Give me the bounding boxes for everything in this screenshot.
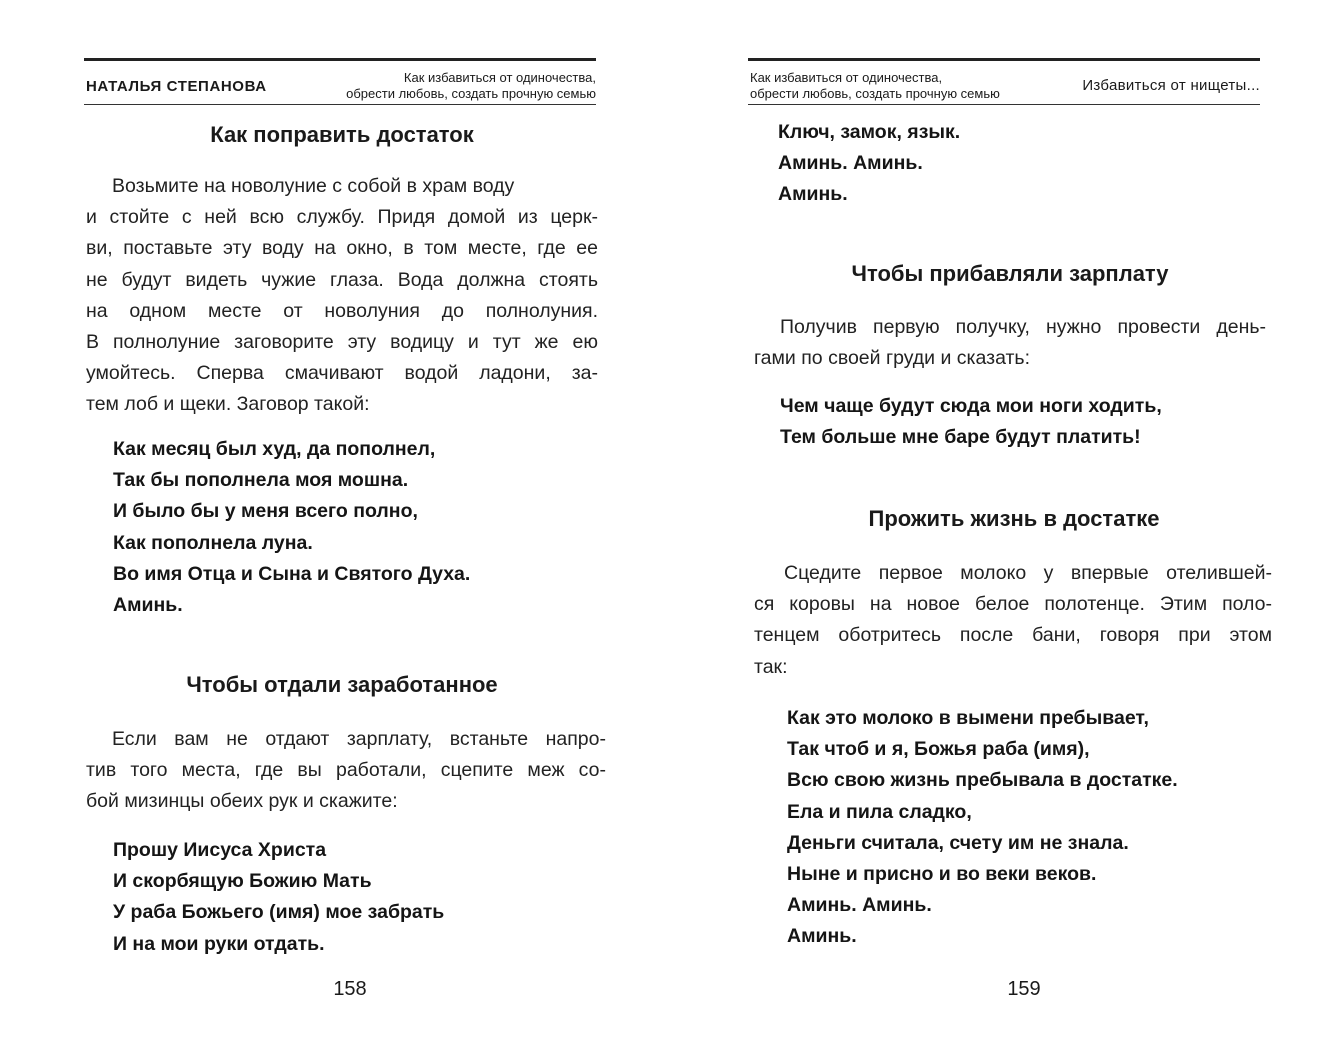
header-rule-top	[84, 58, 596, 61]
verse-line: Аминь. Аминь.	[778, 152, 923, 175]
verse-line: И на мои руки отдать.	[113, 932, 325, 955]
paragraph	[754, 312, 1266, 374]
paragraph-line: так:	[754, 655, 788, 678]
paragraph-line: умойтесь. Сперва смачивают водой ладони, за-	[86, 362, 598, 385]
verse-line: Всю свою жизнь пребывала в достатке.	[787, 769, 1178, 792]
paragraph-line: бой мизинцы обеих рук и скажите:	[86, 790, 398, 813]
header-rule-top	[748, 58, 1260, 61]
verse-line: Аминь. Аминь.	[787, 894, 932, 917]
verse-line: Как это молоко в вымени пребывает,	[787, 707, 1149, 729]
header-rule-bottom	[748, 104, 1260, 105]
section-title: Как поправить достаток	[210, 122, 474, 147]
running-header-book-title-line1: Как избавиться от одиночества,	[403, 70, 596, 85]
verse-block	[113, 835, 444, 960]
verse-line: Как пополнела луна.	[113, 531, 313, 554]
running-header-author: НАТАЛЬЯ СТЕПАНОВА	[86, 78, 267, 95]
paragraph-line: Возьмите на новолуние с собой в храм воду	[112, 175, 515, 197]
paragraph-line: Сцедите первое молоко у впервые отелившей-	[784, 562, 1272, 584]
verse-line: Как месяц был худ, да пополнел,	[113, 438, 436, 460]
running-header-book-title-line2: обрести любовь, создать прочную семью	[750, 86, 1000, 101]
paragraph-line: ся коровы на новое белое полотенце. Этим поло-	[754, 593, 1272, 616]
paragraph-line: тив того места, где вы работали, сцепите меж со-	[86, 759, 606, 782]
paragraph	[86, 724, 606, 818]
verse-block	[787, 703, 1178, 953]
verse-line: Чем чаще будут сюда мои ноги ходить,	[780, 395, 1162, 417]
section-title: Чтобы прибавляли зарплату	[851, 261, 1169, 286]
header-rule-bottom	[84, 104, 596, 105]
verse-line: И скорбящую Божию Мать	[113, 870, 372, 893]
verse-block	[113, 434, 470, 621]
verse-line: Так бы пополнела моя мошна.	[113, 469, 409, 492]
paragraph-line: тенцем оботритесь после бани, говоря при этом	[754, 624, 1272, 647]
right-page	[668, 0, 1336, 1056]
verse-line: Ныне и присно и во веки веков.	[787, 863, 1097, 886]
verse-line: У раба Божьего (имя) мое забрать	[113, 901, 445, 924]
verse-line: И было бы у меня всего полно,	[113, 500, 418, 523]
page-number: 159	[1007, 978, 1041, 1000]
verse-line: Ела и пила сладко,	[787, 800, 972, 823]
paragraph-line: тем лоб и щеки. Заговор такой:	[86, 393, 370, 416]
verse-line: Так чтоб и я, Божья раба (имя),	[787, 738, 1090, 761]
running-header-book-title-line1: Как избавиться от одиночества,	[750, 70, 943, 85]
paragraph-line: Получив первую получку, нужно провести день-	[780, 316, 1266, 338]
verse-line: Прошу Иисуса Христа	[113, 839, 327, 861]
verse-line: Аминь.	[787, 925, 857, 948]
verse-line: Во имя Отца и Сына и Святого Духа.	[113, 562, 471, 585]
page-number: 158	[333, 978, 367, 1000]
paragraph-line: и стойте с ней всю службу. Придя домой из церк-	[86, 206, 598, 229]
paragraph	[754, 558, 1272, 683]
verse-block	[778, 117, 960, 211]
paragraph-line: на одном месте от новолуния до полнолуния.	[86, 299, 598, 322]
paragraph-line: Если вам не отдают зарплату, встаньте напро-	[112, 728, 606, 750]
section-title: Прожить жизнь в достатке	[868, 506, 1160, 531]
paragraph-line: гами по своей груди и сказать:	[754, 347, 1030, 370]
paragraph-line: В полнолуние заговорите эту водицу и тут же ею	[86, 331, 598, 354]
verse-line: Ключ, замок, язык.	[778, 121, 961, 143]
running-header-book-title-line2: обрести любовь, создать прочную семью	[346, 86, 596, 101]
paragraph-line: не будут видеть чужие глаза. Вода должна стоять	[86, 268, 598, 291]
verse-line: Тем больше мне баре будут платить!	[780, 426, 1141, 449]
paragraph	[86, 171, 598, 421]
verse-line: Аминь.	[778, 183, 848, 206]
verse-line: Аминь.	[113, 594, 183, 617]
section-title: Чтобы отдали заработанное	[186, 672, 498, 697]
verse-line: Деньги считала, счету им не знала.	[787, 831, 1129, 854]
verse-block	[780, 391, 1162, 453]
running-header-section-title: Избавиться от нищеты...	[1082, 77, 1260, 94]
paragraph-line: ви, поставьте эту воду на окно, в том месте, где ее	[86, 237, 598, 260]
